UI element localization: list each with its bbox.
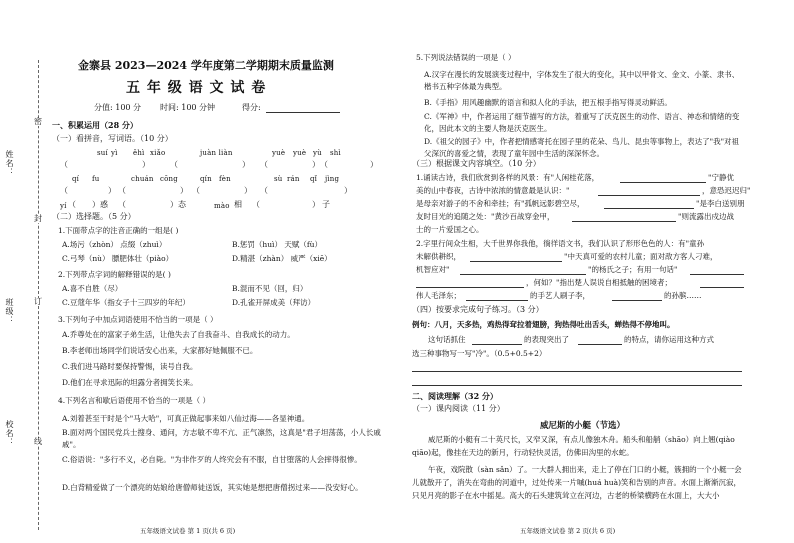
q2-5-option-d[interactable]: D.《祖父的园子》中，作者把情感寄托在园子里的花朵、鸟儿、昆虫等事物上，表达了"我"对祖父深沉的喜爱之情，表现了童年园中生活的深深怀念。 xyxy=(424,137,740,158)
q2-3-stem: 3.下列句子中加点词语使用不恰当的一项是（ ） xyxy=(58,315,218,324)
q2-2-option-d[interactable]: D.孔雀开屏成美（拜访） xyxy=(232,298,316,307)
word-char: 相 xyxy=(234,200,242,209)
fill-blank[interactable] xyxy=(700,287,744,288)
q3-1-line: 美的山中春夜，古诗中浓浓的情意最是认识：" xyxy=(416,186,570,195)
fill-blank[interactable] xyxy=(572,221,676,222)
seal-mark-1: 密 xyxy=(34,117,42,126)
pinyin: yù xyxy=(313,149,322,157)
q2-2-option-a[interactable]: A.喜不自胜（尽） xyxy=(62,284,123,293)
blank-paren-open[interactable]: （ xyxy=(252,200,260,209)
q3-2-line: ，何如？"指出楚人误说自相抵触的困境者； xyxy=(526,278,672,287)
blank-paren-close[interactable]: ） xyxy=(108,186,116,195)
seal-mark-2: 封 xyxy=(34,214,42,223)
q3-1-line: 士的一片爱国之心。 xyxy=(416,225,484,234)
q3-2-line: "的杨氏之子；有用一句话" xyxy=(588,265,678,274)
seal-mark-3: 订 xyxy=(34,297,42,306)
q2-1-option-c[interactable]: C.弓琴（nù） 膘肥体壮（piào） xyxy=(62,254,174,263)
fill-blank[interactable] xyxy=(620,182,706,183)
reading-subtitle: （一）课内阅读（11 分） xyxy=(412,404,505,413)
q4-example: 例句：八月，天多热，鸡热得耷拉着翅膀，狗热得吐出舌头，蝉热得不停地叫。 xyxy=(412,320,675,329)
fill-blank[interactable] xyxy=(470,261,562,262)
blank-paren-open[interactable]: （ xyxy=(60,160,68,169)
blank-paren-open[interactable]: （ xyxy=(118,200,126,209)
student-name-label: 姓名： xyxy=(5,150,14,177)
exam-title: 金寨县 2023—2024 学年度第二学期期末质量监测 xyxy=(78,59,334,72)
q4-desc: 选三种事物写一写"冷"。（0.5+0.5+2） xyxy=(412,349,547,358)
q2-5-option-c[interactable]: C.《军神》中，作者运用了细节描写的方法，着重写了沃克医生的动作、语言、神态和情绪的变化，因此本文的主要人物是沃克医生。 xyxy=(424,112,740,133)
blank-paren-close[interactable]: ） xyxy=(170,200,178,209)
score-label: 得分: xyxy=(242,103,261,112)
pinyin: juàn liàn xyxy=(200,149,233,157)
seal-mark-4: 线 xyxy=(34,437,42,446)
passage-title: 威尼斯的小艇（节选） xyxy=(540,421,626,431)
passage-paragraph-1: 威尼斯的小艇有二十英尺长，又窄又深，有点儿像独木舟。船头和船艄（shāo）向上翘(qiào qiāo)起，像挂在天边的新月，行动轻快灵活，仿佛田沟里的水蛇。 xyxy=(412,435,735,457)
q3-1-line: 是母亲对游子的不舍和牵挂；有"孤帆远影碧空尽， xyxy=(416,199,585,208)
blank-paren-close[interactable]: ） xyxy=(312,200,320,209)
word-char: 态 xyxy=(178,200,186,209)
q3-2-line: 的孙膑…… xyxy=(664,291,702,300)
pinyin: qín xyxy=(200,175,212,183)
q2-1-stem: 1.下面带点字的注音正确的一组是( ) xyxy=(58,226,179,235)
blank-paren-close[interactable]: ） xyxy=(370,160,378,169)
q4-desc: 这句话抓住 xyxy=(428,335,466,344)
word-char: 子 xyxy=(322,200,330,209)
blank-paren-open[interactable]: （ xyxy=(260,160,268,169)
pinyin: xiǎo xyxy=(150,149,166,157)
q3-2-line: 2.字里行间众生相，大千世界你我他，徜徉语文书，我们认识了形形色色的人：有"童孙 xyxy=(416,239,705,248)
pinyin: shì xyxy=(330,149,341,157)
q4-desc: 的特点，请你运用这种方式 xyxy=(624,335,714,344)
q2-5-option-a[interactable]: A.汉字在漫长的发展演变过程中，字体发生了很大的变化，其中以甲骨文、金文、小篆、隶书、楷书五种字体最为典型。 xyxy=(424,70,740,91)
passage-paragraph-2: 午夜，戏院散（sàn sǎn）了。一大群人拥出来，走上了停在门口的小艇，簇拥的一个小艇一会儿就散开了，消失在弯曲的河道中，过处传来一片嘁(huá huà)笑和告别的声音。水面上渐渐沉寂，只见月亮的影子在水中摇晃。高大的石头建筑耸立在河边，古老的桥梁横跨在水面上，大大小 xyxy=(412,465,742,500)
q2-1-option-a[interactable]: A.场污（zhòn） 点缀（zhuì） xyxy=(62,240,167,249)
fill-blank[interactable] xyxy=(416,287,524,288)
q3-2-line: 伟人毛泽东； xyxy=(416,291,461,300)
q2-1-option-b[interactable]: B.惩罚（huì） 天赋（fù） xyxy=(232,240,322,249)
q3-2-line: "中天真可爱的农村儿童；面对敌方客人刁难， xyxy=(564,252,718,261)
pinyin: yí xyxy=(60,202,67,210)
q4-desc: 的表现突出了 xyxy=(524,335,569,344)
fill-blank[interactable] xyxy=(460,274,586,275)
score-line xyxy=(266,112,340,113)
pinyin: mào xyxy=(214,202,230,210)
q2-title: （二）选择题。（5 分） xyxy=(52,212,136,221)
blank-paren-open[interactable]: （ xyxy=(320,160,328,169)
blank-paren-open[interactable]: （ xyxy=(118,186,126,195)
answer-line[interactable] xyxy=(412,371,742,372)
q2-2-option-b[interactable]: B.混而不见（回，归） xyxy=(232,284,308,293)
q3-1-line: ，意恐迟迟归" xyxy=(702,186,751,195)
total-score: 分值: 100 分 xyxy=(94,103,142,112)
fill-blank[interactable] xyxy=(598,195,700,196)
q3-title: （三）根据课文内容填空。（10 分） xyxy=(412,159,541,168)
q2-2-stem: 2.下列带点字词的解释错误的是( ) xyxy=(58,270,171,279)
q3-1-line: "宁静优 xyxy=(708,173,734,182)
fill-blank[interactable] xyxy=(472,344,522,345)
pinyin: rán xyxy=(287,175,300,183)
pinyin: sù xyxy=(274,175,283,183)
pinyin: fu xyxy=(92,175,100,183)
pinyin: fèn xyxy=(219,175,231,183)
page2-footer: 五年级语文试卷 第 2 页(共 6 页) xyxy=(520,527,616,535)
q2-4-option-a[interactable]: A.刘着甚至干时是个"马大哈"，可真正做起事来如八仙过海——各显神通。 xyxy=(62,414,310,423)
class-label: 班级： xyxy=(5,298,14,325)
binding-dashed-line xyxy=(38,60,39,530)
blank-paren-close[interactable]: ） xyxy=(180,186,188,195)
blank-paren-close[interactable]: ） xyxy=(242,160,250,169)
q2-4-option-d[interactable]: D.白背精爱做了一个漂亮的姑娘给唐僧师徒送饭，其实她是想把唐僧拐过来——没安好心。 xyxy=(62,483,363,492)
part1-title: 一、积累运用（28 分） xyxy=(52,120,138,130)
fill-blank[interactable] xyxy=(466,300,528,301)
blank-paren-close[interactable]: ） xyxy=(142,160,150,169)
pinyin: qí xyxy=(72,175,80,183)
q3-1-line: "则流露出戍边战 xyxy=(678,212,734,221)
q2-2-option-c[interactable]: C.豆蔻年华（指女子十三四岁的年纪） xyxy=(62,298,190,307)
blank-paren-close[interactable]: ） xyxy=(344,186,352,195)
pinyin: qǐ xyxy=(310,175,318,183)
q2-3-option-c[interactable]: C.我们进马路时要保持警惕，读号自我。 xyxy=(62,362,198,371)
blank-paren-open[interactable]: （ xyxy=(60,186,68,195)
fill-blank[interactable] xyxy=(604,208,694,209)
answer-line[interactable] xyxy=(412,385,742,386)
q2-3-option-a[interactable]: A.乔尊处在的富家子弟生活，让他失去了自我奋斗、自我成长的动力。 xyxy=(62,330,295,339)
q3-2-line: 的手艺人刷子李， xyxy=(530,291,590,300)
word-char: 惑 xyxy=(100,200,108,209)
blank-paren-open[interactable]: （ xyxy=(68,200,76,209)
q1-title: （一）看拼音，写词语。（10 分） xyxy=(52,134,173,143)
school-label: 校名： xyxy=(5,420,14,447)
blank-paren-open[interactable]: （ xyxy=(170,160,178,169)
pinyin: chuán xyxy=(131,175,154,183)
blank-paren-open[interactable]: （ xyxy=(260,186,268,195)
pinyin: yuè xyxy=(272,149,286,157)
pinyin: suí xyxy=(97,149,108,157)
q3-2-line: 机智应对" xyxy=(416,265,450,274)
q4-title: （四）按要求完成句子练习。（3 分） xyxy=(412,305,544,314)
q3-1-line: 友时目光的追随之处："黄沙百战穿金甲， xyxy=(416,212,555,221)
q2-5-stem: 5.下列说法错误的一项是（ ） xyxy=(416,53,516,62)
paper-title: 五 年 级 语 文 试 卷 xyxy=(126,80,267,96)
blank-paren-close[interactable]: ） xyxy=(312,160,320,169)
fill-blank[interactable] xyxy=(690,274,744,275)
pinyin: ěhì xyxy=(133,149,145,157)
q2-4-option-b[interactable]: B.面对两个国民党兵士搜身、通问，方志敏不卑不亢、正气凛然，这真是"君子坦荡荡，小人长戚戚"。 xyxy=(62,428,381,449)
q2-1-option-d[interactable]: D.精湛（zhàn） 威严（xiē） xyxy=(232,254,332,263)
pinyin: cōng xyxy=(160,175,178,183)
q2-4-stem: 4.下列名言和歇后语使用不恰当的一项是（ ） xyxy=(58,396,211,405)
q3-2-line: 未解供耕织， xyxy=(416,252,461,261)
pinyin: jìng xyxy=(325,175,340,183)
q3-1-line: 1.诵读古诗，我们欣赏到各样的风景：有"人闲桂花落， xyxy=(416,173,600,182)
exam-time: 时间: 100 分钟 xyxy=(160,103,216,112)
q2-3-option-d[interactable]: D.他们在寻求迅际的坦露分者拥笑长来。 xyxy=(62,378,198,387)
part2-title: 二、阅读理解（32 分） xyxy=(412,391,498,401)
pinyin: yì xyxy=(111,149,118,157)
q2-3-option-b[interactable]: B.李老师出场同学们说话安心出来，大家都好她佩服不已。 xyxy=(62,346,258,355)
blank-paren-close[interactable]: ） xyxy=(92,200,100,209)
blank-paren-open[interactable]: （ xyxy=(192,186,200,195)
q2-4-option-c[interactable]: C.俗语说："多行不义，必自毙。"为非作歹的人终究会有不服，自甘堕落的人会摔得很惨。 xyxy=(62,455,362,464)
pinyin: yuè xyxy=(293,149,307,157)
q3-1-line: "是李白送别朋 xyxy=(696,199,745,208)
fill-blank[interactable] xyxy=(612,300,662,301)
page1-footer: 五年级语文试卷 第 1 页(共 6 页) xyxy=(140,527,236,535)
q2-5-option-b[interactable]: B.《手指》用风趣幽默的语言和拟人化的手法，把五根手指写得灵动鲜活。 xyxy=(424,98,672,107)
fill-blank[interactable] xyxy=(578,344,622,345)
blank-paren-close[interactable]: ） xyxy=(244,186,252,195)
